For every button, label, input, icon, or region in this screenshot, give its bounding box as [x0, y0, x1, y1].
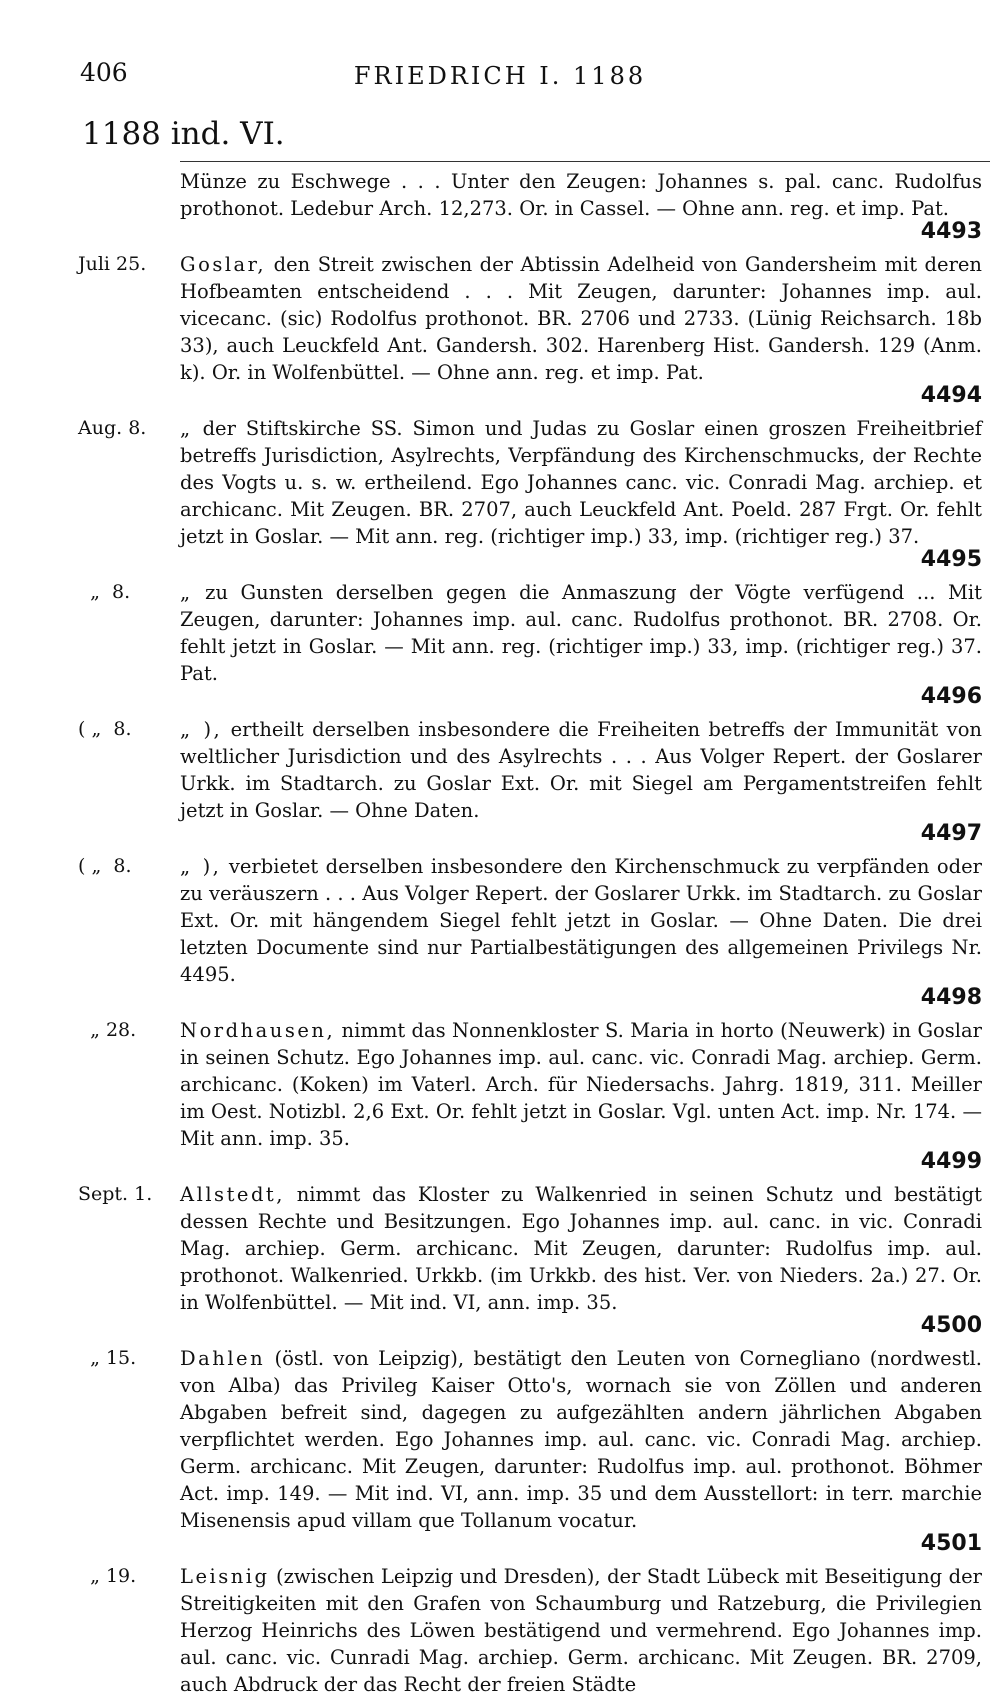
entry-number: 4494 — [920, 383, 982, 408]
entry-body: den Streit zwischen der Abtissin Adelheid von Gandersheim mit deren Hofbeamten entscheidend . . . Mit Zeugen, darunter: Johannes imp. aul. vicecanc. (sic) Rodolfus prothonot. BR. 2706 und 2733. (Lünig Reichsarch. 18b 33), auch Leuckfeld Ant. Gandersh. 302. Harenberg Hist. Gandersh. 129 (Anm. k). Or. in Wolfenbüttel. — Ohne ann. reg. et imp. Pat. — [180, 253, 982, 384]
entry-text — [180, 716, 982, 844]
entry-text — [180, 415, 982, 570]
entry-body: ertheilt derselben insbesondere die Freiheiten betreffs der Immunität von weltlicher Jurisdiction und des Asylrechts . . . Aus Volger Repert. der Goslarer Urkk. im Stadtarch. zu Goslar Ext. Or. mit Siegel am Pergamentstreifen fehlt jetzt in Goslar. — Ohne Daten. — [180, 718, 982, 822]
entry-date: ( „ 8. — [78, 855, 132, 877]
page-number: 406 — [80, 58, 128, 87]
running-title: FRIEDRICH I. 1188 — [353, 62, 647, 90]
entry-place: Goslar, — [180, 253, 267, 276]
entry-number: 4495 — [920, 547, 982, 572]
entry-place: Dahlen — [180, 1347, 266, 1370]
entry-date: „ 8. — [78, 581, 131, 603]
entry-place: „ ), — [180, 718, 223, 741]
heading-rule — [180, 161, 990, 162]
entry-number: 4493 — [920, 219, 982, 244]
entry-continued — [0, 1563, 1000, 1698]
entry-place: „ — [180, 581, 193, 604]
entry-place: Allstedt, — [180, 1183, 285, 1206]
entry-date: ( „ 8. — [78, 718, 132, 740]
entry-body: Münze zu Eschwege . . . Unter den Zeugen: Johannes s. pal. canc. Rudolfus prothonot. Ledebur Arch. 12,273. Or. in Cassel. — Ohne ann. reg. et imp. Pat. — [180, 170, 982, 220]
entry-4501 — [0, 1345, 1000, 1554]
entry-place: „ — [180, 417, 193, 440]
entry-text — [180, 251, 982, 406]
entry-body: nimmt das Kloster zu Walkenried in seinen Schutz und bestätigt dessen Rechte und Besitzungen. Ego Johannes imp. aul. canc. in vic. Conradi Mag. archiep. Germ. archicanc. Mit Zeugen, darunter: Rudolfus imp. aul. prothonot. Walkenried. Urkkb. (im Urkkb. des hist. Ver. von Nieders. 2a.) 27. Or. in Wolfenbüttel. — Mit ind. VI, ann. imp. 35. — [180, 1183, 982, 1314]
entry-text — [180, 853, 982, 1008]
entry-place: „ ), — [180, 855, 222, 878]
entry-date: Juli 25. — [78, 253, 147, 275]
entry-4498 — [0, 853, 1000, 1008]
entry-number: 4497 — [920, 821, 982, 846]
entry-date: Aug. 8. — [78, 417, 147, 439]
entry-body: zu Gunsten derselben gegen die Anmaszung der Vögte verfügend ... Mit Zeugen, darunter: Johannes imp. aul. canc. Rudolfus prothonot. BR. 2708. Or. fehlt jetzt in Goslar. — Mit ann. reg. (richtiger imp.) 33, imp. (richtiger reg.) 37. Pat. — [180, 581, 982, 685]
entry-list — [0, 168, 1000, 1707]
entry-text — [180, 579, 982, 707]
entry-4499 — [0, 1017, 1000, 1172]
entry-4496 — [0, 579, 1000, 707]
entry-4495 — [0, 415, 1000, 570]
entry-text — [180, 1345, 982, 1554]
entry-number: 4499 — [920, 1149, 982, 1174]
entry-number: 4498 — [920, 985, 982, 1010]
section-heading: 1188 ind. VI. — [82, 116, 285, 152]
entry-4494 — [0, 251, 1000, 406]
entry-place: Nordhausen, — [180, 1019, 336, 1042]
entry-body: (östl. von Leipzig), bestätigt den Leuten von Cornegliano (nordwestl. von Alba) das Privileg Kaiser Otto's, wornach sie von Zöllen und anderen Abgaben befreit sind, dagegen zu aufgezählten andern jährlichen Abgaben verpflichtet werden. Ego Johannes imp. aul. canc. vic. Conradi Mag. archiep. Germ. archicanc. Mit Zeugen, darunter: Rudolfus imp. aul. prothonot. Böhmer Act. imp. 149. — Mit ind. VI, ann. imp. 35 und dem Ausstellort: in terr. marchie Misenensis apud villam que Tollanum vocatur. — [180, 1347, 982, 1532]
entry-body: der Stiftskirche SS. Simon und Judas zu Goslar einen groszen Freiheitbrief betreffs Jurisdiction, Asylrechts, Verpfändung des Kirchenschmucks, der Rechte des Vogts u. s. w. ertheilend. Ego Johannes canc. vic. Conradi Mag. archiep. et archicanc. Mit Zeugen. BR. 2707, auch Leuckfeld Ant. Poeld. 287 Frgt. Or. fehlt jetzt in Goslar. — Mit ann. reg. (richtiger imp.) 33, imp. (richtiger reg.) 37. — [180, 417, 982, 548]
entry-text — [180, 1181, 982, 1336]
entry-4493 — [0, 168, 1000, 242]
entry-text — [180, 168, 982, 242]
entry-text — [180, 1563, 982, 1698]
entry-date: „ 15. — [78, 1347, 137, 1369]
entry-text — [180, 1017, 982, 1172]
entry-number: 4496 — [920, 684, 982, 709]
entry-date: Sept. 1. — [78, 1183, 153, 1205]
entry-body: nimmt das Nonnenkloster S. Maria in horto (Neuwerk) in Goslar in seinen Schutz. Ego Johannes imp. aul. canc. vic. Conradi Mag. archiep. Germ. archicanc. (Koken) im Vaterl. Arch. für Niedersachs. Jahrg. 1819, 311. Meiller im Oest. Notizbl. 2,6 Ext. Or. fehlt jetzt in Goslar. Vgl. unten Act. imp. Nr. 174. — Mit ann. imp. 35. — [180, 1019, 982, 1150]
entry-place: Leisnig — [180, 1565, 270, 1588]
entry-body: (zwischen Leipzig und Dresden), der Stadt Lübeck mit Beseitigung der Streitigkeiten mit den Grafen von Schaumburg und Ratzeburg, die Privilegien Herzog Heinrichs des Löwen bestätigend und vermehrend. Ego Johannes imp. aul. canc. vic. Cunradi Mag. archiep. Germ. archicanc. Mit Zeugen. BR. 2709, auch Abdruck der das Recht der freien Städte — [180, 1565, 982, 1696]
entry-4500 — [0, 1181, 1000, 1336]
entry-4497 — [0, 716, 1000, 844]
entry-body: verbietet derselben insbesondere den Kirchenschmuck zu verpfänden oder zu veräuszern . . . Aus Volger Repert. der Goslarer Urkk. im Stadtarch. zu Goslar Ext. Or. mit hängendem Siegel fehlt jetzt in Goslar. — Ohne Daten. Die drei letzten Documente sind nur Partialbestätigungen des allgemeinen Privilegs Nr. 4495. — [180, 855, 982, 986]
entry-number: 4500 — [920, 1313, 982, 1338]
entry-number: 4501 — [920, 1531, 982, 1556]
entry-date: „ 28. — [78, 1019, 137, 1041]
entry-date: „ 19. — [78, 1565, 137, 1587]
